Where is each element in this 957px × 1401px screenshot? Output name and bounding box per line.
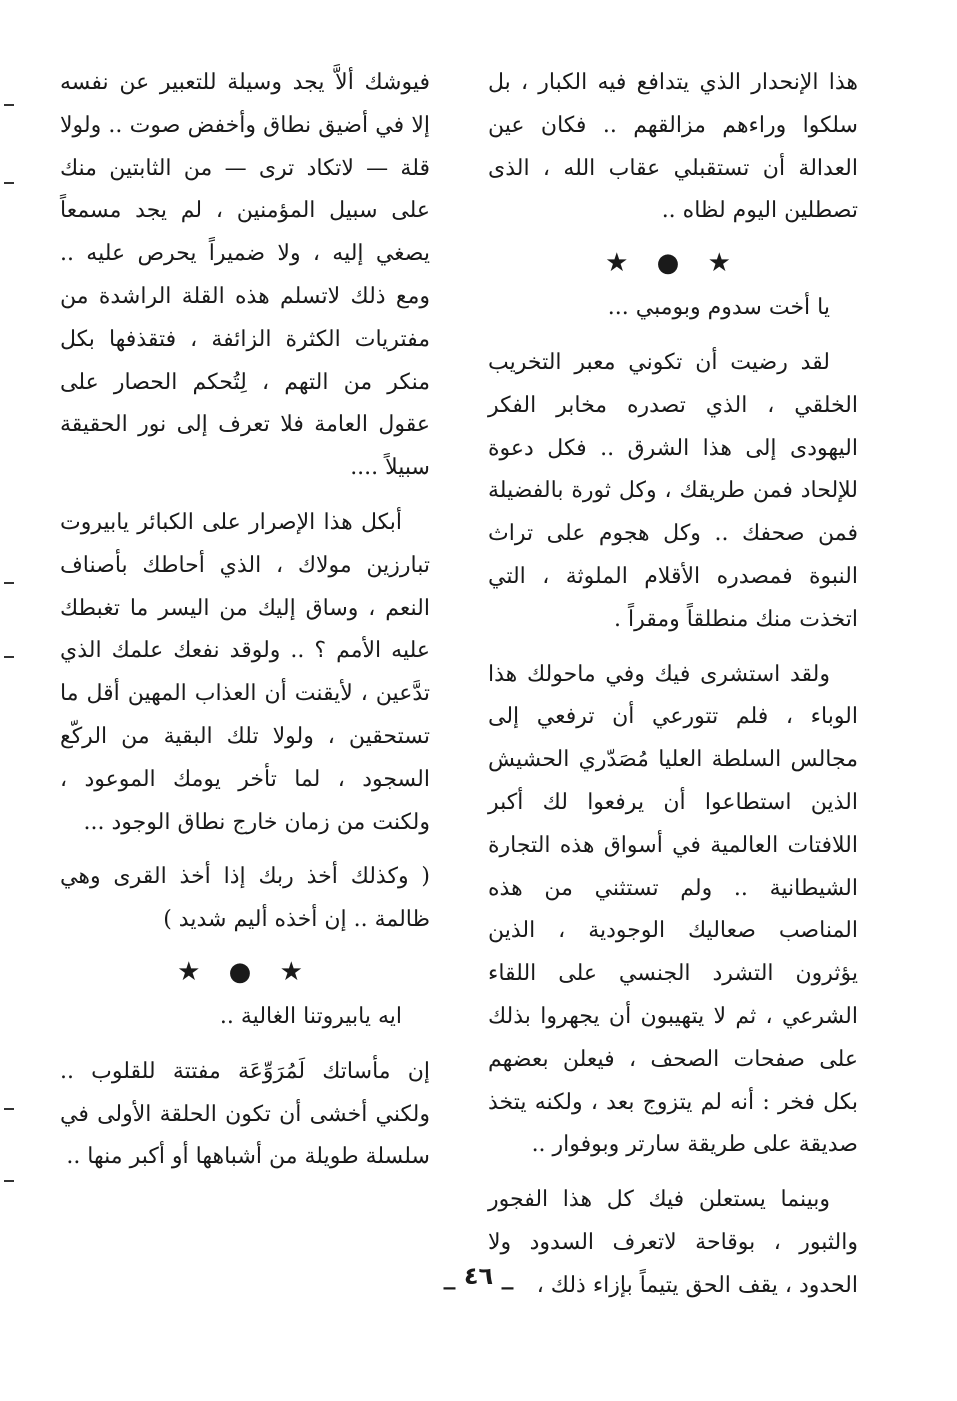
paragraph: هذا الإنحدار الذي يتدافع فيه الكبار ، بل سلكوا وراءهم مزالقهم .. فكان عين العدالة أن تستقبلي عقاب الله ، الذى تصطلين اليوم لظاه .. [488,70,858,224]
margin-mark [4,182,14,184]
paragraph: إن مأساتك لَمُرَوِّعَة مفتتة للقلوب .. ولكني أخشى أن تكون الحلقة الأولى في سلسلة طويلة من أشباهها أو أكبر منها .. [60,1058,430,1170]
margin-mark [4,1108,14,1110]
section-divider-stars: ★ ● ★ [605,248,741,279]
paragraph: وبينما يستعلن فيك كل هذا الفجور والثبور ، بوقاحة لاتعرف السدود ولا الحدود ، يقف الحق يتيماً بإزاء ذلك ، [488,1187,858,1298]
section-heading: يا أخت سدوم وبومبي ... [607,295,830,321]
section-divider-stars: ★ ● ★ [177,956,313,987]
quran-quote: ( وكذلك أخذ ربك إذا أخذ القرى وهي ظالمة .. إن أخذه أليم شديد ) [60,864,430,933]
paragraph: لقد رضيت أن تكوني معبر التخريب الخلقي ، الذي تصدره مخابر الفكر اليهودى إلى هذا الشرق .. فكل دعوة للإلحاد فمن طريقك ، وكل ثورة بالفضيلة فمن صحفك .. وكل هجوم على تراث النبوة فمصدره الأقلام الملوثة ، التي اتخذت منك منطلقاً ومقراً . [488,349,858,632]
paragraph: فيوشك ألاَّ يجد وسيلة للتعبير عن نفسه إلا في أضيق نطاق وأخفض صوت .. ولولا قلة — لاتكاد ترى — من الثابتين منك على سبيل المؤمنين ، لم يجد مسمعاً يصغي إليه ، ولا ضميراً يحرص عليه .. ومع ذلك لاتسلم هذه القلة الراشدة من مفتريات الكثرة الزائفة ، فتقذفها بكل منكر من التهم ، لِتُحكم الحصار على عقول العامة فلا تعرف إلى نور الحقيقة سبيلاً .... [60,70,430,481]
paragraph: أبكل هذا الإصرار على الكبائر يابيروت تبارزين مولاك ، الذي أحاطك بأصناف النعم ، وساق إليك من اليسر ما تغبطك عليه الأمم ؟ .. ولوقد نفعك علمك الذي تدَّعين ، لأيقنت أن العذاب المهين أقل ما تستحقين ، ولولا تلك البقية من الركّع السجود ، لما تأخر يومك الموعود ، ولكنت من زمان خارج نطاق الوجود ... [60,509,430,835]
page-number: _ ٤٦ _ [443,1262,514,1290]
margin-mark [4,104,14,106]
margin-mark [4,1180,14,1182]
margin-mark [4,582,14,584]
left-text-column [60,62,430,1191]
section-heading: ايه يابيروتنا الغالية .. [219,1003,402,1029]
paragraph: ولقد استشرى فيك وفي ماحولك هذا الوباء ، فلم تتورعي أن ترفعي إلى مجالس السلطة العليا مُصَدّري الحشيش الذين استطاعوا أن يرفعوا لك أكبر اللافتات العالمية في أسواق هذه التجارة الشيطانية .. ولم تستثني من هذه المناصب صعاليك الوجودية ، الذين يؤثرون التشرد الجنسي على اللقاء الشرعي ، ثم لا يتهيبون أن يجهروا بذلك على صفحات الصحف ، فيعلن بعضهم بكل فخر : أنه لم يتزوج بعد ، ولكنه يتخذ صديقة على طريقة سارتر وبوفوار .. [488,661,858,1158]
right-text-column [488,62,858,1320]
margin-mark [4,656,14,658]
